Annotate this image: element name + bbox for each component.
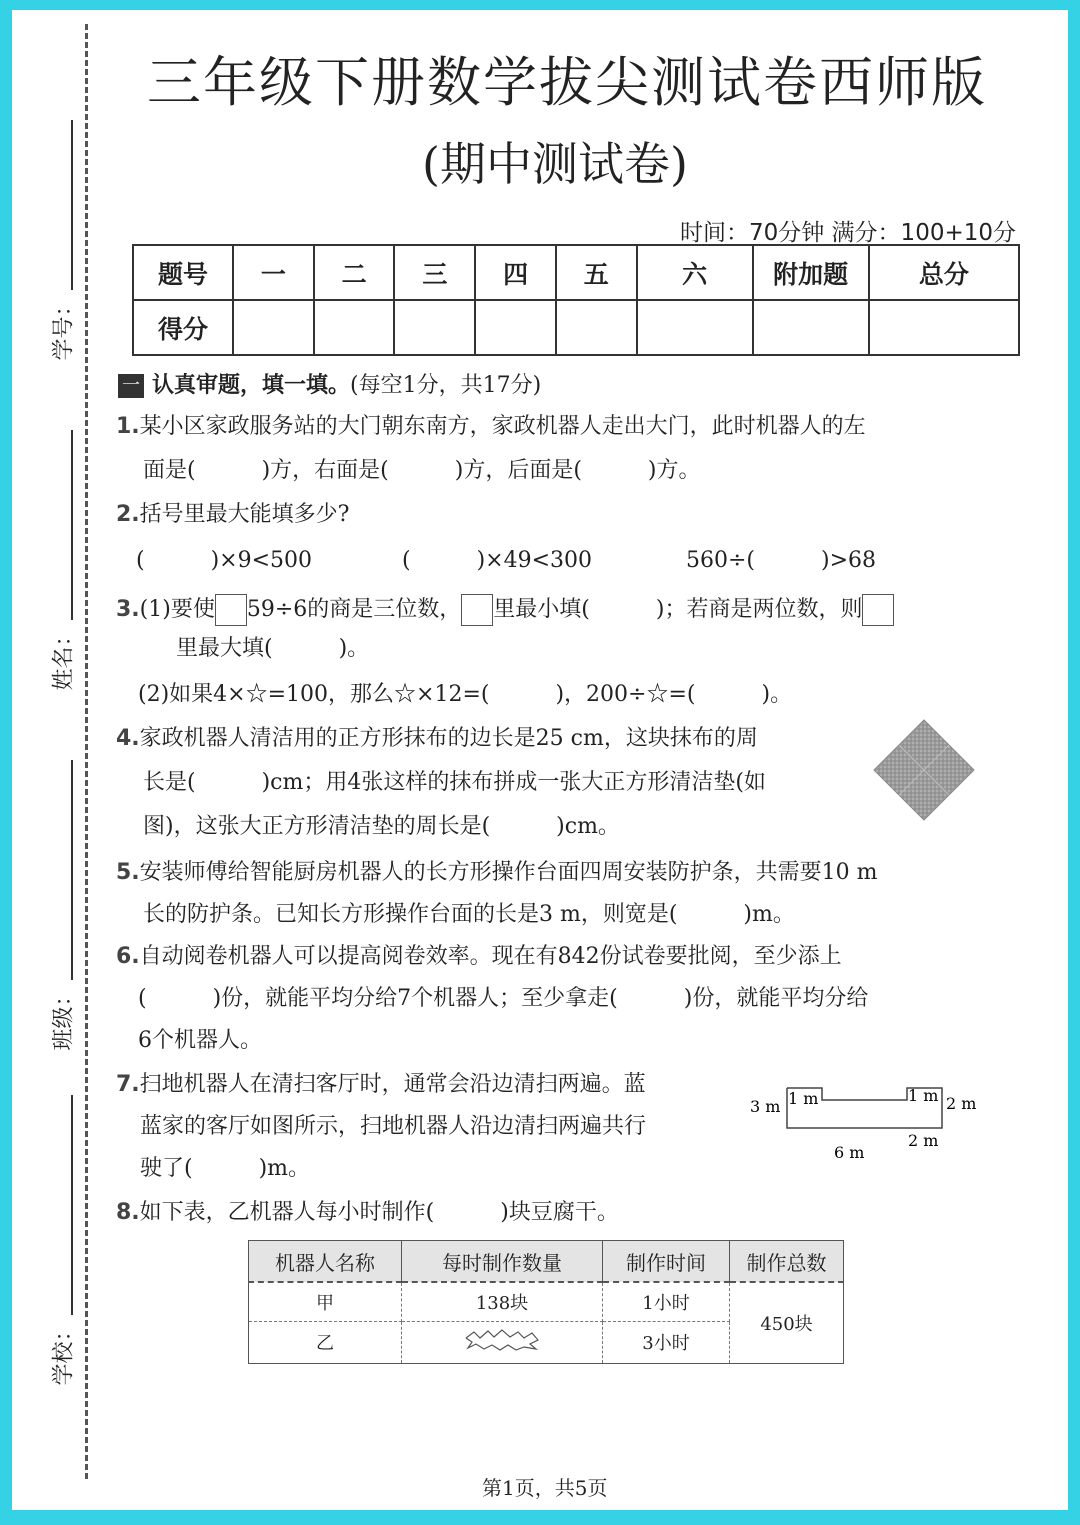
name-line[interactable] [71,430,73,620]
question-2: 2.括号里最大能填多少? [116,502,350,527]
score-cell[interactable] [233,300,314,355]
question-1-line-1: 1.某小区家政服务站的大门朝东南方，家政机器人走出大门，此时机器人的左 [116,414,866,439]
score-cell[interactable] [637,300,753,355]
score-header: 二 [314,245,395,300]
question-3-line-1: 3.(1)要使 59÷6的商是三位数， 里最小填( )；若商是两位数，则 [116,594,894,626]
living-room-figure [742,1070,1002,1170]
question-4-line-3: 图)，这张大正方形清洁垫的周长是( )cm。 [143,814,620,839]
score-header: 三 [394,245,475,300]
question-1-line-2: 面是( )方，右面是( )方，后面是( )方。 [143,458,701,483]
robot-row [249,1282,844,1321]
question-4-line-1: 4.家政机器人清洁用的正方形抹布的边长是25 cm，这块抹布的周 [116,726,758,751]
label-1m-right: 1 m [908,1086,939,1105]
digit-box[interactable] [461,594,493,626]
question-3-line-2: 里最大填( )。 [176,636,370,661]
digit-box[interactable] [862,594,894,626]
question-2-b: ( )×49<300 [402,548,593,573]
school-area [32,1095,77,1395]
question-7-line-3: 驶了( )m。 [140,1156,311,1181]
page-footer: 第1页，共5页 [482,1476,608,1500]
score-header: 总分 [869,245,1019,300]
label-1m-left: 1 m [788,1089,819,1108]
student-id-area [32,120,77,370]
label-2m-right: 2 m [946,1094,977,1113]
section-points: (每空1分，共17分) [350,373,542,398]
label-3m: 3 m [750,1097,781,1116]
robot-time: 1小时 [603,1282,730,1321]
robot-time: 3小时 [603,1321,730,1363]
question-5-line-1: 5.安装师傅给智能厨房机器人的长方形操作台面四周安装防护条，共需要10 m [116,860,878,885]
robot-header: 制作时间 [603,1241,730,1283]
score-cell[interactable] [394,300,475,355]
question-7-line-1: 7.扫地机器人在清扫客厅时，通常会沿边清扫两遍。蓝 [116,1072,646,1097]
label-6m: 6 m [834,1143,865,1162]
question-2-c: 560÷( )>68 [686,548,877,573]
robot-header: 制作总数 [730,1241,844,1283]
name-label: 姓名： [51,624,77,691]
score-header: 附加题 [753,245,869,300]
robot-header: 每时制作数量 [402,1241,603,1283]
score-header-row [133,245,1019,300]
exam-subtitle: (期中测试卷) [422,137,688,191]
question-3-part-2: (2)如果4×☆=100，那么☆×12=( )，200÷☆=( )。 [138,682,793,707]
score-row-label: 得分 [133,300,233,355]
school-line[interactable] [71,1095,73,1315]
score-cell[interactable] [556,300,637,355]
score-cell[interactable] [475,300,556,355]
student-id-label: 学号： [51,294,77,361]
robot-header: 机器人名称 [249,1241,402,1283]
class-line[interactable] [71,760,73,980]
question-7-line-2: 蓝家的客厅如图所示，扫地机器人沿边清扫两遍共行 [140,1114,647,1139]
score-cell[interactable] [314,300,395,355]
digit-box[interactable] [215,594,247,626]
class-area [32,760,77,1051]
score-header: 题号 [133,245,233,300]
section-title: 认真审题，填一填。 [152,373,351,398]
class-label: 班级： [51,984,77,1051]
question-6-line-1: 6.自动阅卷机器人可以提高阅卷效率。现在有842份试卷要批阅，至少添上 [116,944,842,969]
question-6-line-3: 6个机器人。 [138,1028,262,1053]
torn-paper-icon [462,1328,542,1352]
score-header: 四 [475,245,556,300]
question-2-a: ( )×9<500 [136,548,313,573]
robot-qty-hidden [402,1321,603,1363]
section-badge: 一 [118,374,144,398]
score-header: 五 [556,245,637,300]
exam-title: 三年级下册数学拔尖测试卷西师版 [147,51,987,114]
score-header: 一 [233,245,314,300]
school-label: 学校： [51,1319,77,1386]
robot-qty: 138块 [402,1282,603,1321]
label-2m-bottom: 2 m [908,1131,939,1150]
score-cell[interactable] [869,300,1019,355]
score-row [133,300,1019,355]
exam-meta: 时间：70分钟 满分：100+10分 [679,220,1016,246]
score-table [132,244,1020,356]
cleaning-pad-figure [872,718,976,822]
question-8: 8.如下表，乙机器人每小时制作( )块豆腐干。 [116,1200,619,1225]
robot-name: 甲 [249,1282,402,1321]
robot-total: 450块 [730,1282,844,1364]
robot-header-row [249,1241,844,1283]
robot-name: 乙 [249,1321,402,1363]
cut-line [85,24,88,1479]
score-header: 六 [637,245,753,300]
section-heading [118,368,541,399]
question-4-line-2: 长是( )cm；用4张这样的抹布拼成一张大正方形清洁垫(如 [143,770,766,795]
exam-page [12,10,1068,1510]
robot-table [248,1240,844,1364]
name-area [32,430,77,700]
score-cell[interactable] [753,300,869,355]
question-5-line-2: 长的防护条。已知长方形操作台面的长是3 m，则宽是( )m。 [143,902,795,927]
question-6-line-2: ( )份，就能平均分给7个机器人；至少拿走( )份，就能平均分给 [138,986,869,1011]
student-id-line[interactable] [71,120,73,290]
